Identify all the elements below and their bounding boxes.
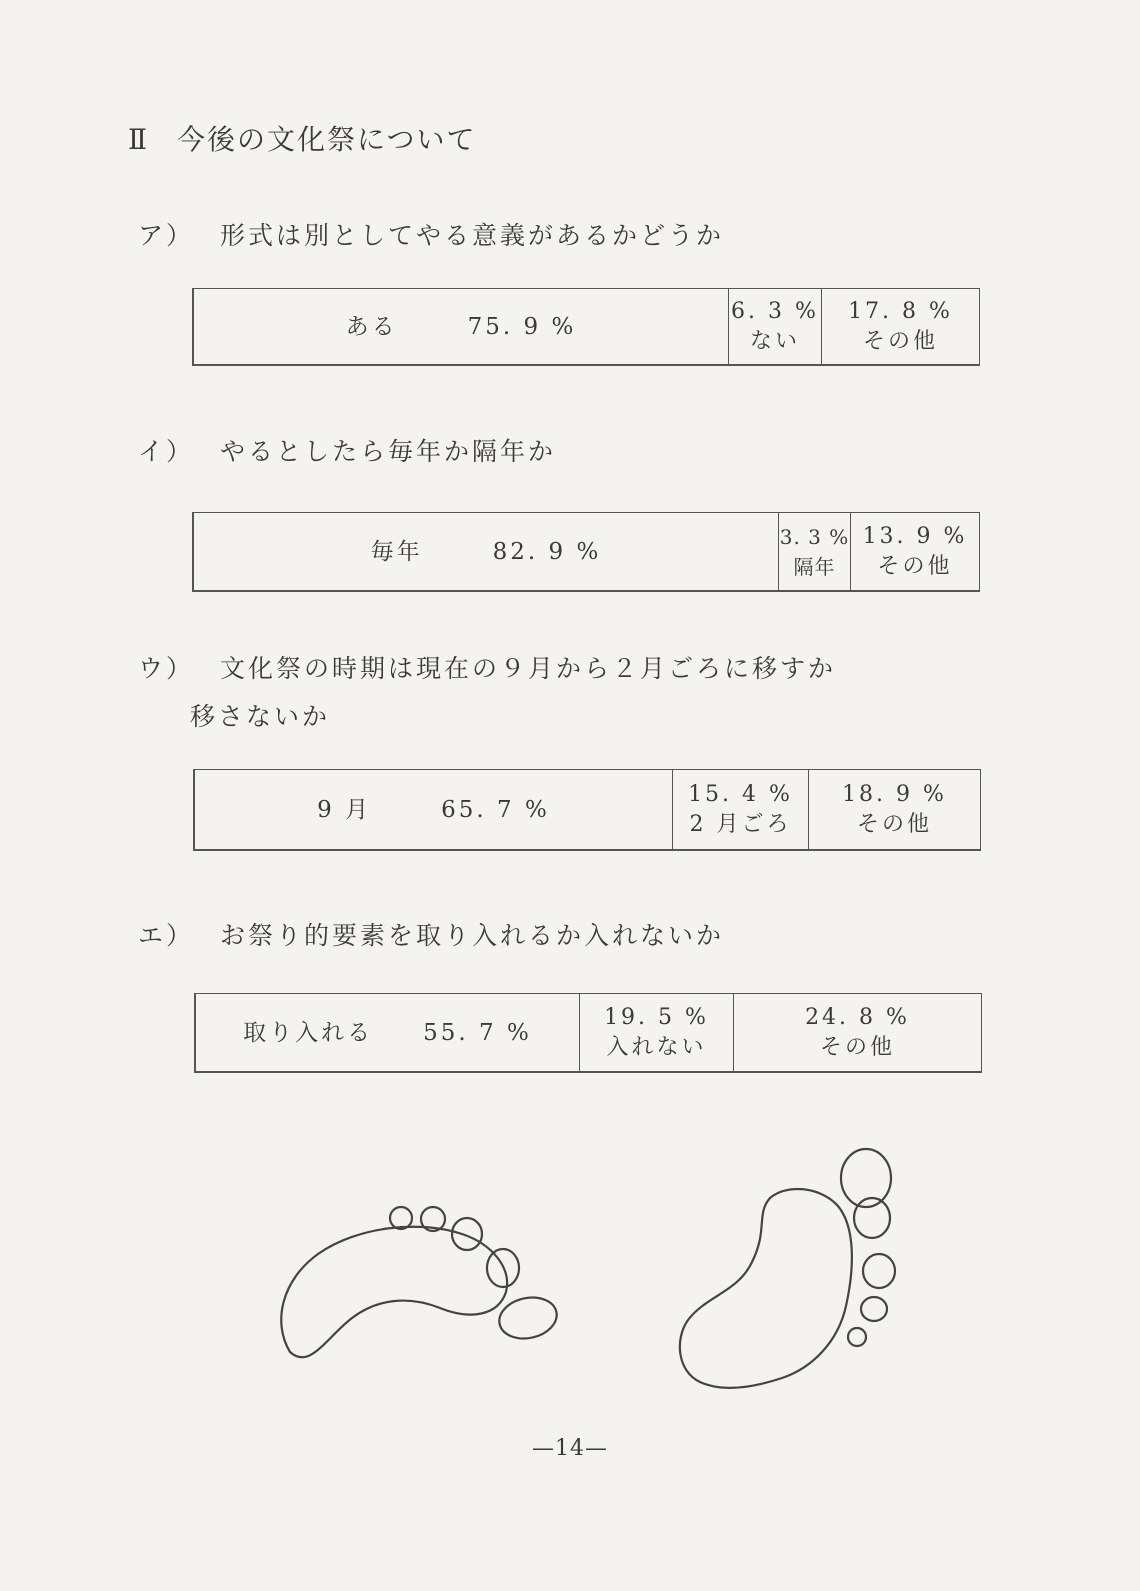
result-value: 18. 9 %	[842, 781, 947, 807]
result-label: 毎年	[370, 538, 423, 565]
result-value: 55. 7 %	[423, 1019, 532, 1046]
result-value: 17. 8 %	[848, 298, 953, 324]
question-text: お祭り的要素を取り入れるか入れないか	[220, 921, 725, 950]
result-label: その他	[877, 553, 953, 579]
question-label: ア）	[138, 221, 195, 250]
page-number: —14—	[532, 1436, 608, 1461]
result-value: 65. 7 %	[441, 796, 550, 823]
result-label: ある	[345, 313, 398, 340]
result-label: 9 月	[317, 796, 372, 823]
result-label: 入れない	[606, 1034, 707, 1060]
left-footprint-icon	[281, 1207, 560, 1357]
result-label: 隔年	[793, 554, 836, 579]
result-value: 3. 3 %	[779, 524, 850, 549]
question-text: 文化祭の時期は現在の９月から２月ごろに移すか	[220, 654, 837, 683]
question-text-continued: 移さないか	[190, 702, 331, 731]
question-label: イ）	[138, 437, 195, 466]
question-text: 形式は別としてやる意義があるかどうか	[220, 221, 725, 250]
result-label: その他	[856, 811, 932, 837]
result-value: 6. 3 %	[731, 298, 819, 324]
question-text: やるとしたら毎年か隔年か	[220, 437, 557, 466]
result-label: 取り入れる	[243, 1019, 374, 1046]
result-value: 15. 4 %	[688, 781, 793, 807]
result-value: 19. 5 %	[604, 1004, 709, 1030]
question-label: エ）	[138, 921, 195, 950]
result-value: 13. 9 %	[862, 523, 968, 549]
result-label: その他	[862, 328, 938, 354]
right-footprint-icon	[680, 1149, 895, 1388]
section-heading: 今後の文化祭について	[177, 123, 477, 156]
result-value: 82. 9 %	[492, 538, 602, 565]
result-label: 2 月ごろ	[689, 811, 792, 837]
section-numeral: Ⅱ	[128, 123, 150, 156]
result-value: 75. 9 %	[467, 313, 577, 340]
result-label: その他	[819, 1034, 895, 1060]
result-value: 24. 8 %	[805, 1004, 910, 1030]
question-label: ウ）	[138, 654, 195, 683]
result-label: ない	[749, 328, 800, 354]
